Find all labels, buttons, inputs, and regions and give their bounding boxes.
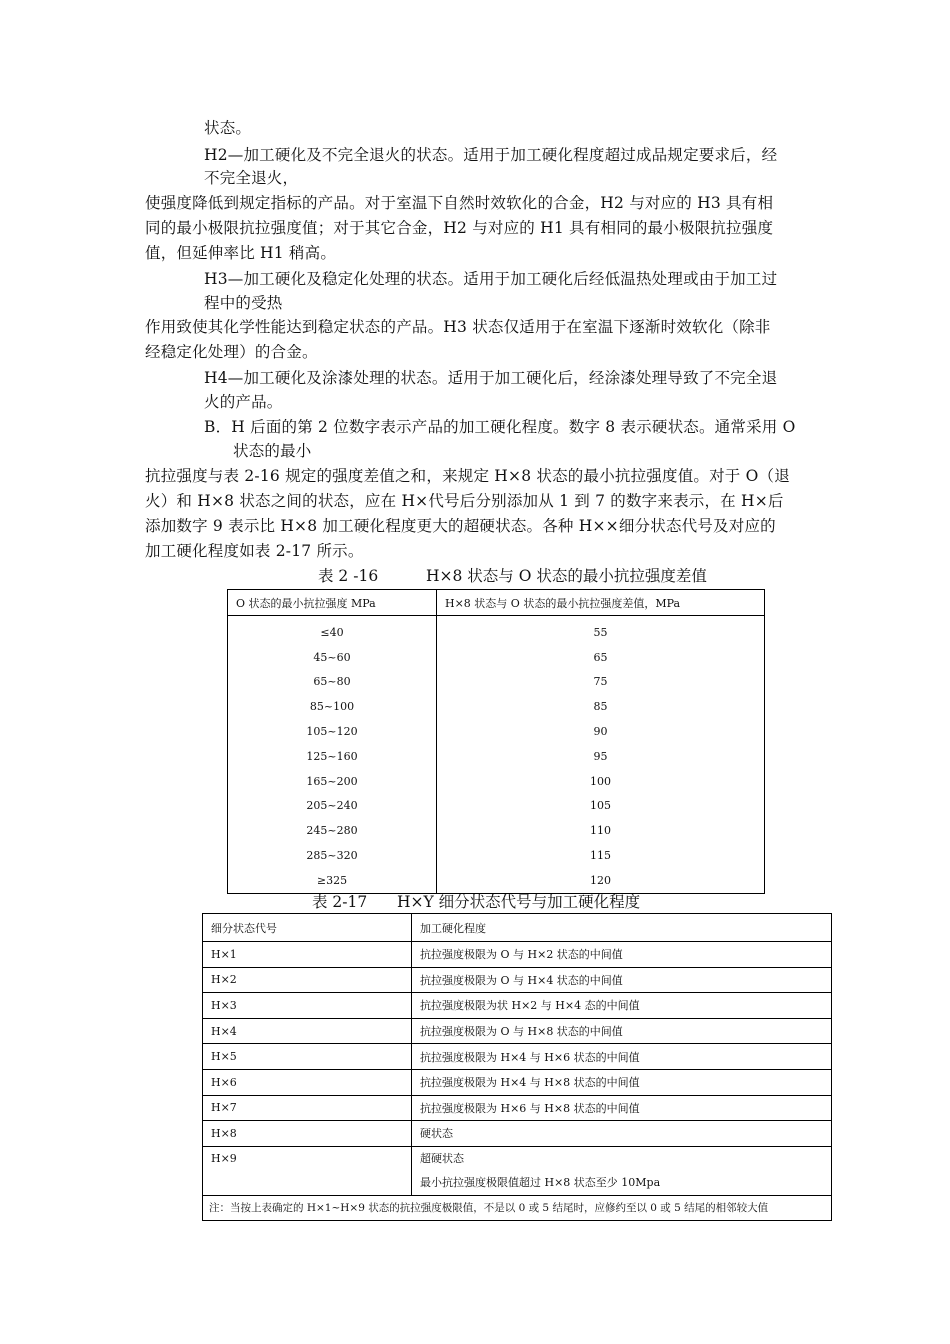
paragraph-line: 加工硬化程度如表 2-17 所示。: [145, 542, 364, 560]
table17-header-col2: 加工硬化程度: [412, 914, 832, 942]
cell: [412, 1146, 832, 1195]
paragraph-line: H3—加工硬化及稳定化处理的状态。适用于加工硬化后经低温热处理或由于加工过: [204, 270, 778, 288]
paragraph-line: 值，但延伸率比 H1 稍高。: [145, 244, 337, 262]
cell: 125~160: [228, 744, 437, 769]
cell: [203, 1146, 412, 1195]
table-row: [203, 967, 832, 993]
cell: 抗拉强度极限为 O 与 H×4 状态的中间值: [412, 967, 832, 993]
table-row: [203, 942, 832, 968]
cell: H×7: [203, 1095, 412, 1121]
table16-header-col2: H×8 状态与 O 状态的最小抗拉强度差值，MPa: [437, 590, 765, 616]
cell: 55: [437, 616, 765, 645]
cell: 110: [437, 818, 765, 843]
cell: H×1: [203, 942, 412, 968]
table-row: [228, 769, 765, 794]
cell: H×3: [203, 993, 412, 1019]
table-row: [228, 719, 765, 744]
table-row: [203, 1121, 832, 1147]
table-row: [228, 616, 765, 645]
cell: 245~280: [228, 818, 437, 843]
cell: ≥325: [228, 868, 437, 893]
cell: 65~80: [228, 670, 437, 695]
table-2-16: [227, 589, 765, 894]
table17-header-col1: 细分状态代号: [203, 914, 412, 942]
table17-caption-number: 表 2-17: [312, 893, 368, 911]
cell: 205~240: [228, 794, 437, 819]
cell: 95: [437, 744, 765, 769]
cell: 90: [437, 719, 765, 744]
cell: H×4: [203, 1018, 412, 1044]
paragraph-line: 使强度降低到规定指标的产品。对于室温下自然时效软化的合金，H2 与对应的 H3 具有相: [145, 194, 774, 212]
cell: 85: [437, 694, 765, 719]
paragraph-line: 经稳定化处理）的合金。: [145, 343, 318, 361]
cell: 100: [437, 769, 765, 794]
paragraph-line: H2—加工硬化及不完全退火的状态。适用于加工硬化程度超过成品规定要求后，经: [204, 146, 778, 164]
cell: H×8: [203, 1121, 412, 1147]
cell: 硬状态: [412, 1121, 832, 1147]
table16-header-col1: O 状态的最小抗拉强度 MPa: [228, 590, 437, 616]
cell: 120: [437, 868, 765, 893]
cell: 105~120: [228, 719, 437, 744]
h9-line1: 超硬状态: [420, 1151, 464, 1165]
table-2-17: [202, 913, 832, 1221]
table16-caption-number: 表 2 -16: [318, 567, 379, 585]
table-row: [203, 1069, 832, 1095]
cell: 抗拉强度极限为 O 与 H×8 状态的中间值: [412, 1018, 832, 1044]
cell: 抗拉强度极限为 H×4 与 H×6 状态的中间值: [412, 1044, 832, 1070]
table-row: [203, 1095, 832, 1121]
cell: H×5: [203, 1044, 412, 1070]
table-row: [203, 1146, 832, 1195]
table-row: [203, 1018, 832, 1044]
paragraph-line: 状态。: [204, 119, 252, 137]
cell: 285~320: [228, 843, 437, 868]
cell: ≤40: [228, 616, 437, 645]
table-row: [203, 1044, 832, 1070]
table-row: [228, 794, 765, 819]
table-note-row: [203, 1195, 832, 1220]
paragraph-line: 不完全退火，: [204, 169, 299, 187]
h9-code: H×9: [211, 1151, 237, 1165]
paragraph-line: 作用致使其化学性能达到稳定状态的产品。H3 状态仅适用于在室温下逐渐时效软化（除非: [145, 318, 771, 336]
cell: 抗拉强度极限为 H×4 与 H×8 状态的中间值: [412, 1069, 832, 1095]
cell: H×6: [203, 1069, 412, 1095]
cell: 65: [437, 645, 765, 670]
cell: 抗拉强度极限为 O 与 H×2 状态的中间值: [412, 942, 832, 968]
table16-caption-title: H×8 状态与 O 状态的最小抗拉强度差值: [426, 567, 707, 585]
cell: 105: [437, 794, 765, 819]
paragraph-line: B．H 后面的第 2 位数字表示产品的加工硬化程度。数字 8 表示硬状态。通常采用 O: [204, 418, 796, 436]
paragraph-line: 状态的最小: [233, 442, 312, 460]
cell: H×2: [203, 967, 412, 993]
paragraph-line: 火）和 H×8 状态之间的状态，应在 H×代号后分别添加从 1 到 7 的数字来表示，在 H×后: [145, 492, 784, 510]
cell: 抗拉强度极限为状 H×2 与 H×4 态的中间值: [412, 993, 832, 1019]
paragraph-line: 抗拉强度与表 2-16 规定的强度差值之和，来规定 H×8 状态的最小抗拉强度值。对于 O（退: [145, 467, 790, 485]
cell: 85~100: [228, 694, 437, 719]
cell: 75: [437, 670, 765, 695]
paragraph-line: 程中的受热: [204, 294, 283, 312]
table-row: [228, 868, 765, 893]
cell: 165~200: [228, 769, 437, 794]
paragraph-line: 火的产品。: [204, 393, 283, 411]
table-row: [228, 818, 765, 843]
table-row: [228, 744, 765, 769]
table-row: [203, 993, 832, 1019]
table-row: [228, 694, 765, 719]
cell: 45~60: [228, 645, 437, 670]
paragraph-line: 添加数字 9 表示比 H×8 加工硬化程度更大的超硬状态。各种 H××细分状态代号及对应的: [145, 517, 776, 535]
paragraph-line: 同的最小极限抗拉强度值；对于其它合金，H2 与对应的 H1 具有相同的最小极限抗拉强度: [145, 219, 774, 237]
table-row: [228, 670, 765, 695]
table17-caption-title: H×Y 细分状态代号与加工硬化程度: [397, 893, 641, 911]
table-row: [228, 843, 765, 868]
table17-note: 注：当按上表确定的 H×1~H×9 状态的抗拉强度极限值，不是以 0 或 5 结尾时，应修约至以 0 或 5 结尾的相邻较大值: [203, 1195, 832, 1220]
table-row: [228, 645, 765, 670]
h9-line2: 最小抗拉强度极限值超过 H×8 状态至少 10Mpa: [420, 1175, 661, 1189]
cell: 抗拉强度极限为 H×6 与 H×8 状态的中间值: [412, 1095, 832, 1121]
paragraph-line: H4—加工硬化及涂漆处理的状态。适用于加工硬化后，经涂漆处理导致了不完全退: [204, 369, 778, 387]
cell: 115: [437, 843, 765, 868]
